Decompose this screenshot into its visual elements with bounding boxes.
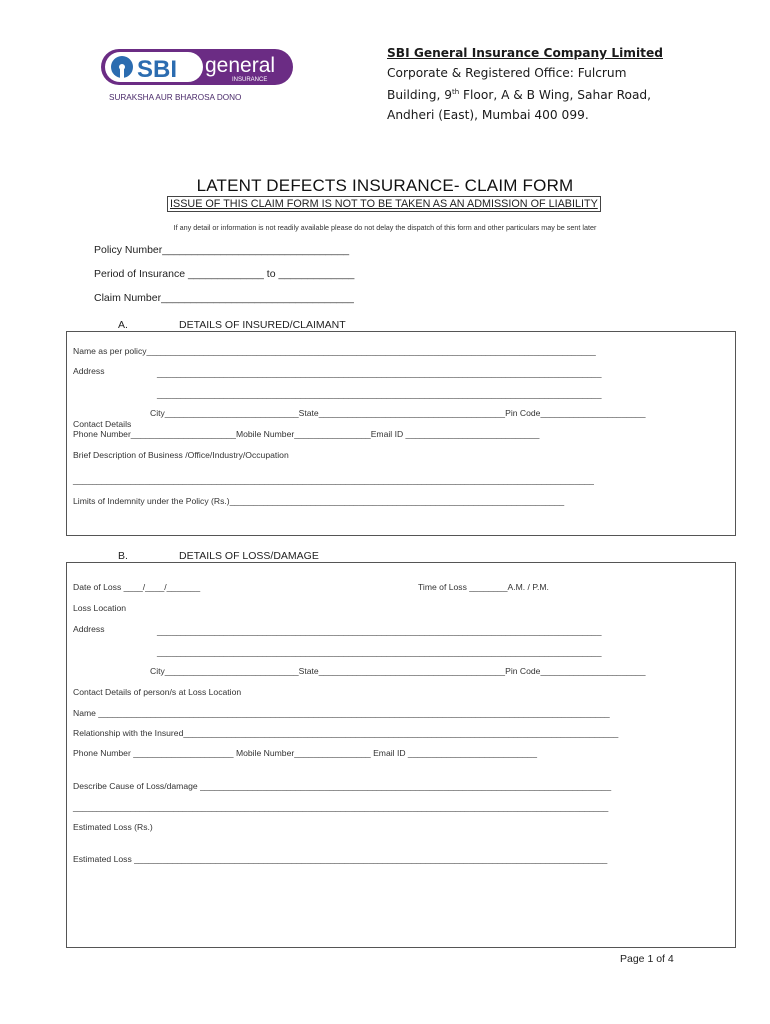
svg-text:general: general xyxy=(205,54,276,77)
contact-phone-line[interactable]: Phone Number _____________________ Mobile Number________________ Email ID ___________________________ xyxy=(73,748,537,758)
policy-number-field[interactable]: Policy Number________________________________ xyxy=(94,244,350,256)
cause-of-loss-field[interactable]: Describe Cause of Loss/damage ______________________________________________________________________________________ xyxy=(73,781,612,791)
contact-name-field[interactable]: Name ___________________________________________________________________________________________________________ xyxy=(73,708,610,718)
insured-address-line-1[interactable]: _____________________________________________________________________________________________ xyxy=(157,368,602,378)
address-line-3: Andheri (East), Mumbai 400 099. xyxy=(387,107,589,122)
insured-contact-label: Contact Details xyxy=(73,419,132,429)
form-title: LATENT DEFECTS INSURANCE- CLAIM FORM xyxy=(196,176,574,195)
insured-city-state-pin[interactable]: City____________________________State_______________________________________Pin Code______________________ xyxy=(150,408,646,418)
insured-name-field[interactable]: Name as per policy______________________________________________________________________________________________ xyxy=(73,346,596,356)
liability-disclaimer: ISSUE OF THIS CLAIM FORM IS NOT TO BE TAKEN AS AN ADMISSION OF LIABILITY xyxy=(167,196,601,212)
page-number: Page 1 of 4 xyxy=(620,953,674,965)
company-info xyxy=(387,44,663,125)
insured-address-line-2[interactable]: _____________________________________________________________________________________________ xyxy=(157,389,602,399)
limits-of-indemnity-field[interactable]: Limits of Indemnity under the Policy (Rs.)______________________________________________________________________ xyxy=(73,496,565,506)
relationship-field[interactable]: Relationship with the Insured___________________________________________________________________________________________ xyxy=(73,728,619,738)
loss-city-state-pin[interactable]: City____________________________State_______________________________________Pin Code______________________ xyxy=(150,666,646,676)
date-of-loss-field[interactable]: Date of Loss ____/____/_______ xyxy=(73,582,201,592)
section-b-heading: DETAILS OF LOSS/DAMAGE xyxy=(179,550,319,562)
insured-phone-line[interactable]: Phone Number______________________Mobile Number________________Email ID ____________________________ xyxy=(73,429,540,439)
period-of-insurance-field[interactable]: Period of Insurance _____________ to _____________ xyxy=(94,268,355,280)
loss-address-line-1[interactable]: _____________________________________________________________________________________________ xyxy=(157,626,602,636)
business-description-line[interactable]: _____________________________________________________________________________________________________________ xyxy=(73,475,594,485)
svg-text:SBI: SBI xyxy=(137,56,178,83)
svg-text:SURAKSHA AUR BHAROSA DONO: SURAKSHA AUR BHAROSA DONO xyxy=(109,93,242,102)
address-line-2: Building, 9th Floor, A & B Wing, Sahar Road, xyxy=(387,88,652,103)
loss-location-label: Loss Location xyxy=(73,603,127,613)
svg-text:INSURANCE: INSURANCE xyxy=(232,77,268,83)
loss-address-line-2[interactable]: _____________________________________________________________________________________________ xyxy=(157,647,602,657)
section-a-heading: DETAILS OF INSURED/CLAIMANT xyxy=(179,319,346,331)
address-line-1: Corporate & Registered Office: Fulcrum xyxy=(387,65,627,80)
estimated-loss-field[interactable]: Estimated Loss ___________________________________________________________________________________________________ xyxy=(73,854,608,864)
company-name: SBI General Insurance Company Limited xyxy=(387,46,663,60)
sbi-general-logo xyxy=(101,47,296,107)
loss-address-label: Address xyxy=(73,624,105,634)
section-b-letter: B. xyxy=(118,550,128,562)
estimated-loss-rs-label: Estimated Loss (Rs.) xyxy=(73,822,153,832)
claim-number-field[interactable]: Claim Number_________________________________ xyxy=(94,292,354,304)
section-a-letter: A. xyxy=(118,319,128,331)
business-description-label: Brief Description of Business /Office/Industry/Occupation xyxy=(73,450,289,460)
cause-of-loss-line-2[interactable]: ________________________________________________________________________________________________________________ xyxy=(73,802,609,812)
insured-address-label: Address xyxy=(73,366,105,376)
dispatch-note: If any detail or information is not readily available please do not delay the dispatch of this form and other particulars may be sent later xyxy=(173,223,597,232)
time-of-loss-field[interactable]: Time of Loss ________A.M. / P.M. xyxy=(418,582,549,592)
loss-contact-label: Contact Details of person/s at Loss Location xyxy=(73,687,242,697)
